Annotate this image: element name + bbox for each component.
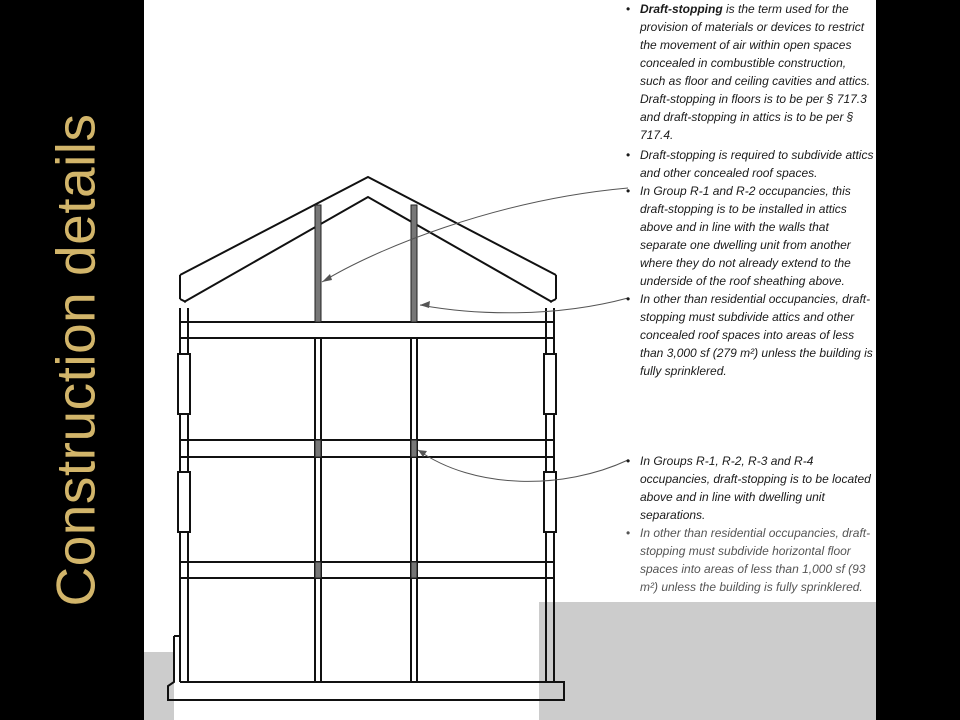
left-wall-window-1 [178,354,190,414]
roof-eave-right-b [550,299,556,302]
note-text: In other than residential occupancies, draft-stopping must subdivide horizontal floor spaces into areas of less than 1,000 sf (93 m²) unless the building is fully sprinklered. [640,526,871,594]
notes-attic [624,146,874,380]
floor-draftstop-3 [315,562,321,578]
note-text: In Groups R-1, R-2, R-3 and R-4 occupancies, draft-stopping is to be located above and in line with dwelling unit separations. [640,454,871,522]
note-item [624,452,874,524]
notes-floor [624,452,874,596]
floor-draftstop-1 [315,440,321,457]
right-wall-window-1 [544,354,556,414]
leader-attic-other [420,298,628,313]
notes-definition [624,0,874,144]
side-title-text: Construction details [45,113,107,607]
note-item [624,290,874,380]
foundation [168,636,564,700]
floor-draftstop-4 [411,562,417,578]
note-item [624,146,874,182]
arrowhead-3 [418,450,427,457]
note-text: In Group R-1 and R-2 occupancies, this draft-stopping is to be installed in attics above and in line with the walls that separate one dwelling unit from another where they do not already extend to the underside of the roof sheathing above. [640,184,851,288]
side-title [28,0,124,720]
attic-draftstop-2 [411,205,417,322]
roof-eave-left-b [180,299,186,302]
leader-floor [418,450,628,481]
arrowhead-1 [322,274,332,282]
note-item [624,0,874,144]
ground-right [539,602,876,720]
roof-inner [184,197,552,302]
note-item [624,524,874,596]
note-term: Draft-stopping [640,2,723,16]
note-text: Draft-stopping is required to subdivide attics and other concealed roof spaces. [640,148,874,180]
leader-attic-r1r2 [322,188,628,282]
note-text: is the term used for the provision of materials or devices to restrict the movement of air within open spaces concealed in combustible construction, such as floor and ceiling cavities and attics. Draft-stopping in floors is to be per § 717.3 and draft-stopping in attics is to be per § 717.4. [640,2,871,142]
note-text: In other than residential occupancies, draft-stopping must subdivide attics and other concealed roof spaces into areas of less than 3,000 sf (279 m²) unless the building is fully sprinklered. [640,292,873,378]
roof-outer [180,177,556,275]
arrowhead-2 [420,301,430,308]
left-wall-window-2 [178,472,190,532]
note-item [624,182,874,290]
floor-draftstop-2 [411,440,417,457]
content-panel [144,0,876,720]
attic-draftstop-1 [315,205,321,322]
